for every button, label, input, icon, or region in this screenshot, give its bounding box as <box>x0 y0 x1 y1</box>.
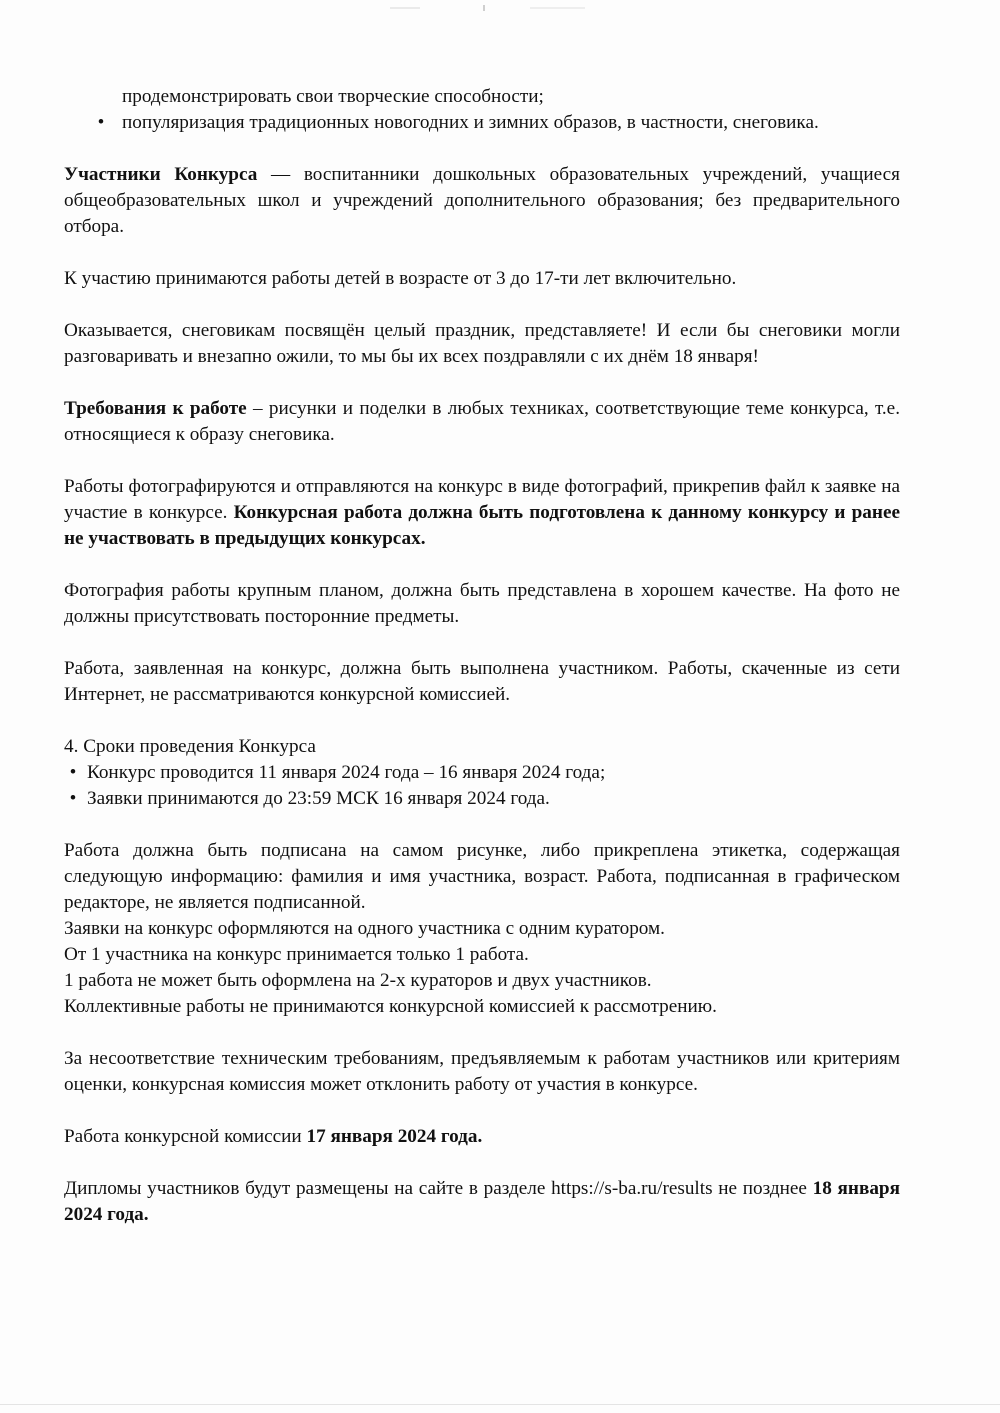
photo-submission-bold: Конкурсная работа должна быть подготовлена к данному конкурсу и ранее не участвовать в предыдущих конкурсах. <box>64 502 900 549</box>
photo-submission-text: Работы фотографируются и отправляются на конкурс в виде фотографий, прикрепив файл к заявке на участие в конкурсе. <box>64 476 900 523</box>
scan-artifact <box>380 4 600 12</box>
requirements-paragraph <box>64 396 900 448</box>
goal-bullet-text: популяризация традиционных новогодних и зимних образов, в частности, снеговика. <box>122 112 819 133</box>
commission-date: 17 января 2024 года. <box>306 1126 483 1147</box>
signing-rule-line: Заявки на конкурс оформляются на одного участника с одним куратором. <box>64 918 665 939</box>
participants-label: Участники Конкурса <box>64 164 258 185</box>
schedule-item <box>64 760 900 786</box>
signing-rule-line: От 1 участника на конкурс принимается только 1 работа. <box>64 944 529 965</box>
bullet-icon: • <box>69 762 77 783</box>
holiday-note-paragraph: Оказывается, снеговикам посвящён целый праздник, представляете! И если бы снеговики могли разговаривать и внезапно ожили, то мы бы их всех поздравляли с их днём 18 января! <box>64 320 900 367</box>
bullet-icon: • <box>69 788 77 809</box>
signing-rule-line: Коллективные работы не принимаются конкурсной комиссией к рассмотрению. <box>64 996 717 1017</box>
age-rule-paragraph: К участию принимаются работы детей в возрасте от 3 до 17-ти лет включительно. <box>64 268 737 289</box>
schedule-heading: 4. Сроки проведения Конкурса <box>64 736 316 757</box>
schedule-item-text: Конкурс проводится 11 января 2024 года – 16 января 2024 года; <box>87 762 606 783</box>
bullet-icon: • <box>97 112 105 133</box>
diplomas-text: Дипломы участников будут размещены на сайте в разделе https://s-ba.ru/results не позднее <box>64 1178 813 1199</box>
schedule-item-text: Заявки принимаются до 23:59 МСК 16 января 2024 года. <box>87 788 550 809</box>
commission-paragraph <box>64 1124 900 1150</box>
goal-bullet-item <box>64 110 900 136</box>
signing-rule-paragraph: Работа должна быть подписана на самом рисунке, либо прикреплена этикетка, содержащая следующую информацию: фамилия и имя участника, возраст. Работа, подписанная в графическом редакторе, не является подписанной. <box>64 840 900 913</box>
diplomas-paragraph <box>64 1176 900 1228</box>
schedule-item <box>64 786 900 812</box>
commission-text: Работа конкурсной комиссии <box>64 1126 307 1147</box>
requirements-label: Требования к работе <box>64 398 247 419</box>
photo-quality-paragraph: Фотография работы крупным планом, должна быть представлена в хорошем качестве. На фото не должны присутствовать посторонние предметы. <box>64 580 900 627</box>
requirements-text: – рисунки и поделки в любых техниках, соответствующие теме конкурса, т.е. относящиеся к образу снеговика. <box>64 398 900 445</box>
signing-rule-line: 1 работа не может быть оформлена на 2-х кураторов и двух участников. <box>64 970 652 991</box>
diplomas-date: 18 января 2024 года. <box>64 1178 900 1225</box>
participants-paragraph <box>64 162 900 240</box>
goal-fragment: продемонстрировать свои творческие способности; <box>122 86 544 107</box>
authorship-paragraph: Работа, заявленная на конкурс, должна быть выполнена участником. Работы, скаченные из сети Интернет, не рассматриваются конкурсной комиссией. <box>64 658 900 705</box>
photo-submission-paragraph <box>64 474 900 552</box>
rejection-note-paragraph: За несоответствие техническим требованиям, предъявляемым к работам участников или критериям оценки, конкурсная комиссия может отклонить работу от участия в конкурсе. <box>64 1048 900 1095</box>
document-body <box>64 84 900 1228</box>
participants-text: — воспитанники дошкольных образовательных учреждений, учащиеся общеобразовательных школ и учреждений дополнительного образования; без предварительного отбора. <box>64 164 900 237</box>
page-edge-line <box>0 1404 1000 1405</box>
